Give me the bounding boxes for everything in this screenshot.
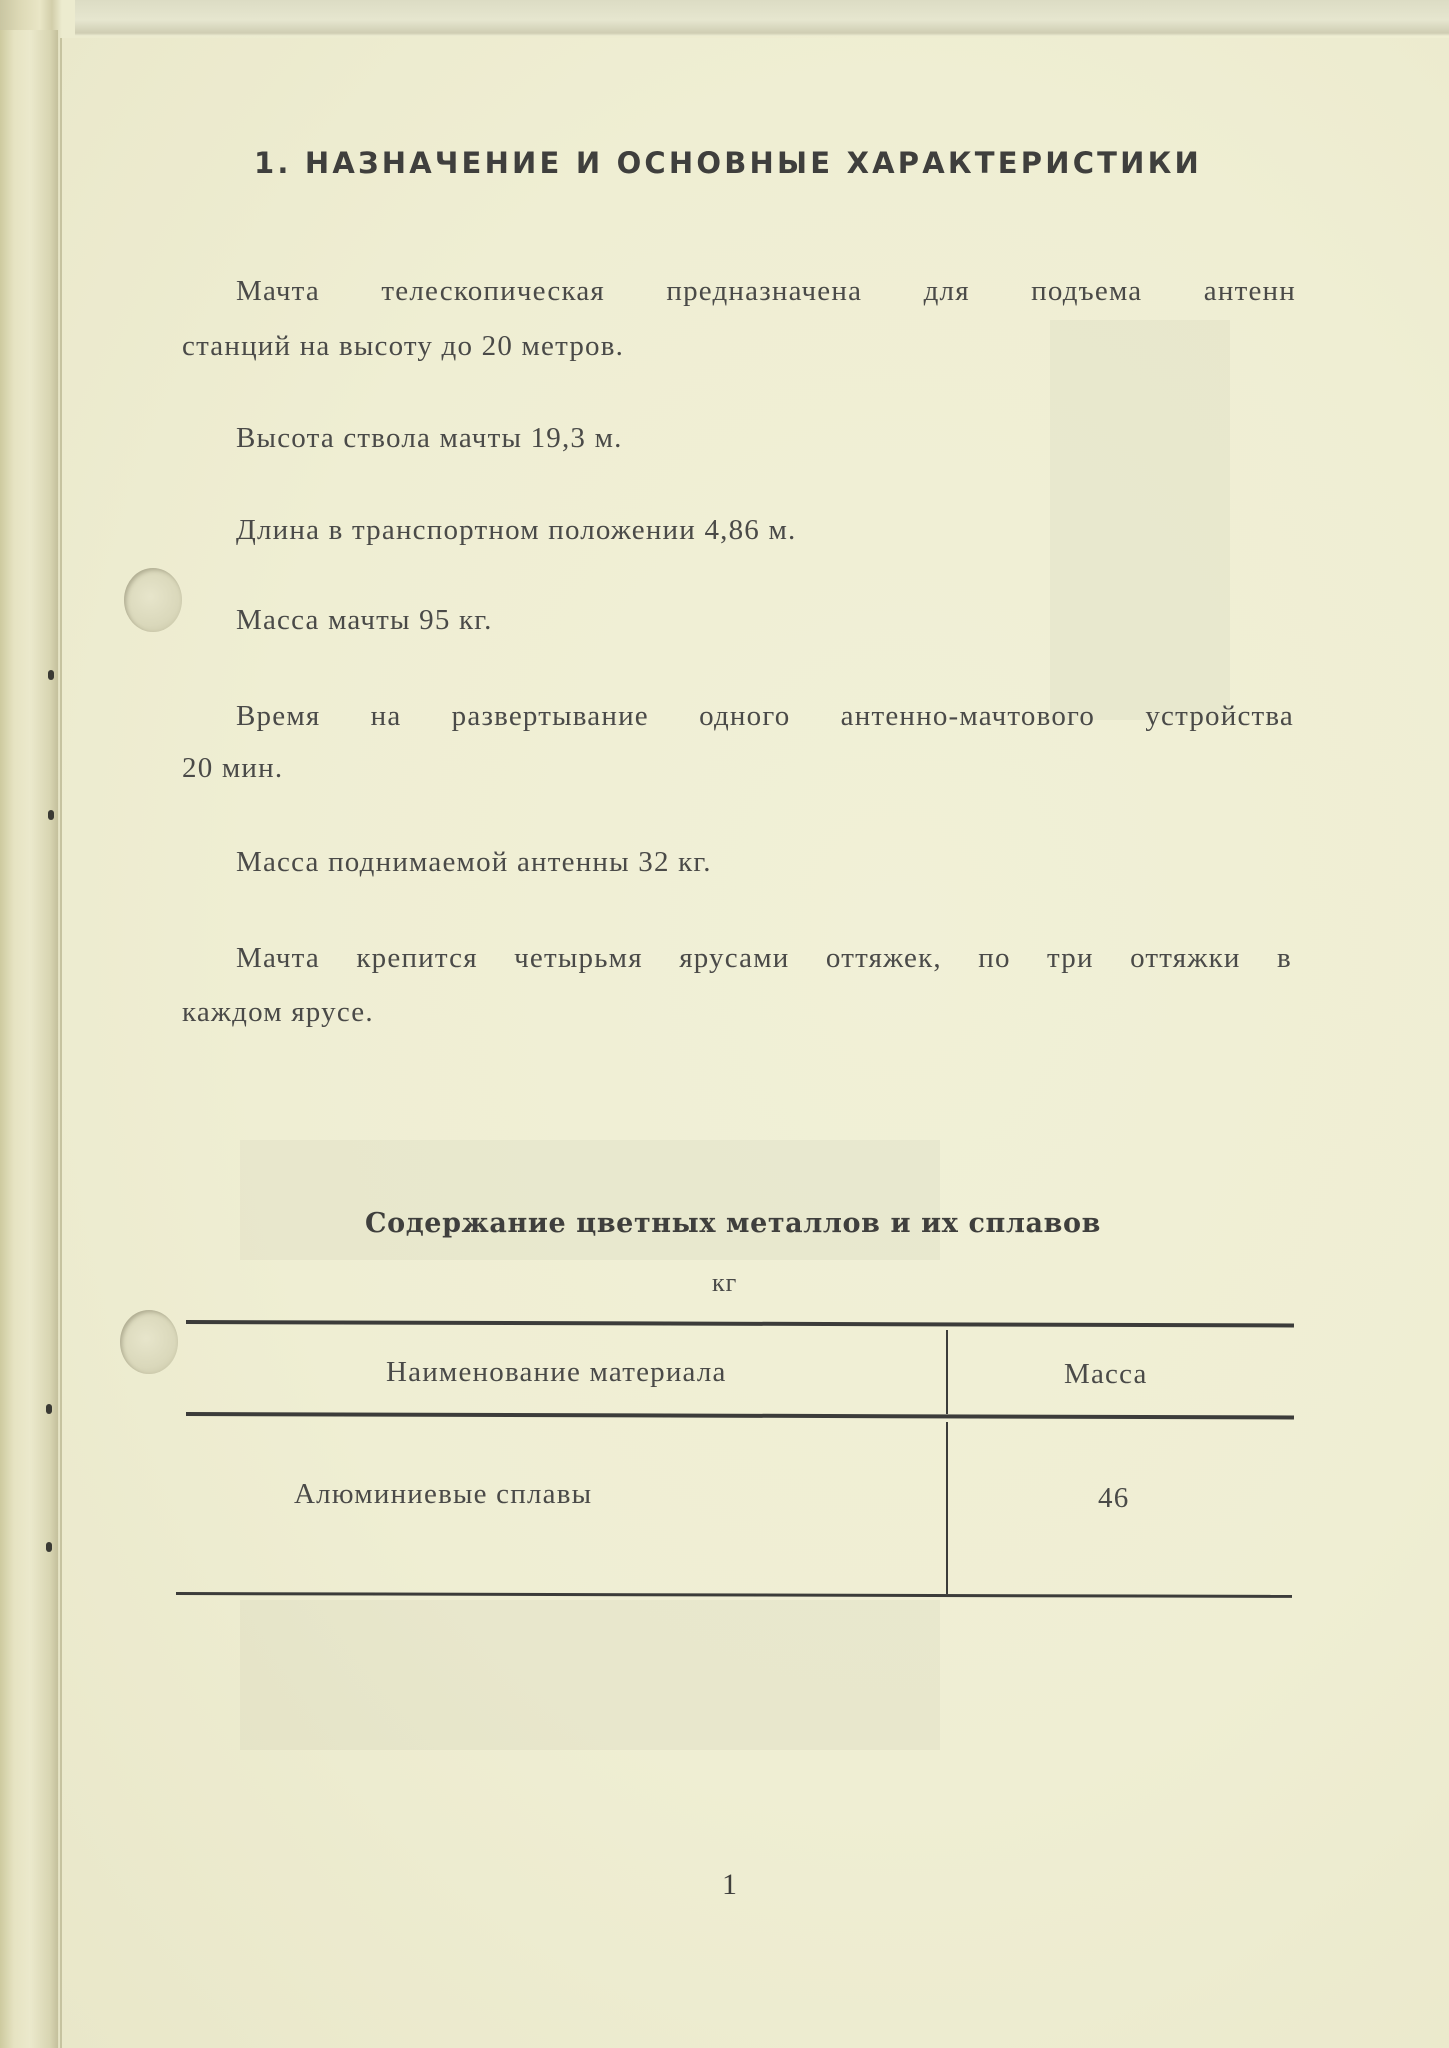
- word: Мачта: [236, 275, 320, 307]
- word: оттяжек,: [825, 942, 942, 974]
- binding-staple-mark: [48, 670, 54, 680]
- word: крепится: [356, 942, 478, 974]
- page-number: 1: [722, 1868, 737, 1901]
- word: по: [978, 942, 1011, 974]
- punch-hole: [120, 1310, 178, 1374]
- word: подъема: [1031, 275, 1143, 307]
- table-header-mass: Масса: [1064, 1358, 1148, 1390]
- paragraph-antenna-mass: Масса поднимаемой антенны 32 кг.: [236, 846, 712, 878]
- paragraph-guy-wires-line-2: каждом ярусе.: [182, 996, 374, 1028]
- table-header-material: Наименование материала: [386, 1356, 727, 1388]
- show-through-shadow: [240, 1140, 940, 1260]
- word: одного: [699, 700, 791, 732]
- word: ярусами: [679, 942, 790, 974]
- top-page-edge: [75, 0, 1449, 36]
- table-unit: кг: [712, 1268, 738, 1297]
- word: три: [1047, 942, 1094, 974]
- binding-staple-mark: [46, 1404, 52, 1414]
- paragraph-deployment-time-line-1: [236, 700, 1294, 733]
- word: четырьмя: [514, 942, 643, 974]
- table-cell-mass: 46: [1098, 1482, 1130, 1514]
- word: в: [1276, 942, 1292, 974]
- paragraph-purpose-line-1: [236, 275, 1296, 308]
- binding-staple-mark: [46, 1542, 52, 1552]
- punch-hole: [124, 568, 182, 632]
- word: для: [923, 275, 970, 307]
- word: телескопическая: [381, 275, 605, 307]
- table-column-divider: [946, 1330, 948, 1414]
- binding-staple-mark: [48, 810, 54, 820]
- table-title: Содержание цветных металлов и их сплавов: [365, 1208, 1101, 1239]
- word: оттяжки: [1130, 942, 1241, 974]
- word: антенно-мачтового: [840, 700, 1096, 732]
- table-column-divider: [946, 1422, 948, 1594]
- paragraph-transport-length: Длина в транспортном положении 4,86 м.: [236, 514, 797, 546]
- show-through-shadow: [240, 1600, 940, 1750]
- adjacent-page-edge: [0, 30, 58, 2048]
- paragraph-purpose-line-2: станций на высоту до 20 метров.: [182, 330, 625, 362]
- show-through-shadow: [1050, 320, 1230, 720]
- paragraph-mast-mass: Масса мачты 95 кг.: [236, 604, 493, 636]
- word: Время: [236, 700, 321, 732]
- word: на: [370, 700, 402, 732]
- section-heading: 1. НАЗНАЧЕНИЕ И ОСНОВНЫЕ ХАРАКТЕРИСТИКИ: [254, 146, 1203, 180]
- table-cell-material: Алюминиевые сплавы: [294, 1478, 593, 1510]
- word: устройства: [1145, 700, 1294, 732]
- word: развертывание: [451, 700, 649, 732]
- word: антенн: [1203, 275, 1296, 307]
- paragraph-trunk-height: Высота ствола мачты 19,3 м.: [236, 422, 623, 454]
- word: предназначена: [666, 275, 863, 307]
- paragraph-guy-wires-line-1: [236, 942, 1292, 975]
- word: Мачта: [236, 942, 320, 974]
- paragraph-deployment-time-line-2: 20 мин.: [182, 752, 284, 784]
